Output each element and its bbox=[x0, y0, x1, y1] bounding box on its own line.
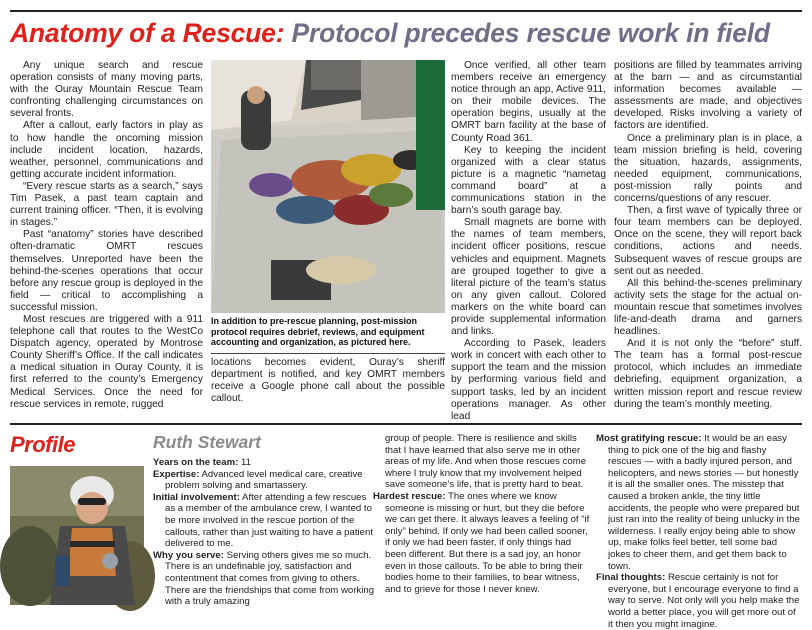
caption-divider bbox=[211, 353, 445, 354]
why-label: Why you serve: bbox=[153, 549, 224, 561]
expertise-label: Expertise: bbox=[153, 468, 200, 480]
top-rule bbox=[10, 10, 802, 12]
profile-column-3 bbox=[596, 433, 802, 630]
paragraph: “Every rescue starts as a search,” says Tim Pasek, a past team captain and current training officer. “Then, it is evolving in stages.” bbox=[10, 180, 203, 229]
paragraph: According to Pasek, leaders work in concert with each other to support the team and the mission by performing various field and support tasks, led by an incident operations manager. As other lead bbox=[451, 338, 606, 422]
profile-name: Ruth Stewart bbox=[153, 432, 261, 452]
paragraph: Key to keeping the incident organized with a clear status picture is a magnetic “nametag command board” at a communications station in the barn’s south garage bay. bbox=[451, 144, 606, 217]
article-photo bbox=[211, 60, 445, 313]
paragraph: After a callout, early factors in play as to how handle the oncoming mission include incident location, hazards, weather, personnel, communications and getting accurate incident information. bbox=[10, 120, 203, 180]
profile-why bbox=[153, 550, 379, 608]
paragraph: All this behind-the-scenes preliminary activity sets the stage for the actual on-mountain rescue that sometimes involves life-and-death drama and garners headlines. bbox=[614, 277, 802, 338]
article-column-2 bbox=[211, 357, 445, 405]
profile-years bbox=[153, 457, 379, 469]
expertise-value: Advanced level medical care, creative problem solving and smartassery. bbox=[165, 468, 363, 492]
avatar bbox=[10, 466, 144, 605]
gratifying-value: It would be an easy thing to pick one of the big and flashy rescues — with a badly injured person, and helicopters, and news stories — but honestly it is all the smaller ones. The misstep that caused a broken ankle, the tiny little accidents, the people who were prepared but just ran into the reality of being unlucky in the wilderness. I really enjoy being able to show up, make folks feel better, tell some bad jokes to cheer them, and get them back to town. bbox=[608, 433, 800, 572]
paragraph: Then, a first wave of typically three or four team members can be deployed. Once on the scene, they will report back conditions, actions and needs. Subsequent waves of rescue groups are sent out as needed. bbox=[614, 205, 802, 277]
profile-why-continued: group of people. There is resilience and skills that I have learned that also serve me in other areas of my life. And when those rescues come where I truly know that my involvement helped save someone’s life, that is pretty hard to beat. bbox=[385, 433, 587, 491]
profile-expertise bbox=[153, 469, 379, 492]
profile-column-2 bbox=[373, 433, 591, 595]
rescue-gear-photo bbox=[211, 60, 445, 313]
years-label: Years on the team: bbox=[153, 457, 239, 468]
paragraph: And it is not only the “before” stuff. The team has a formal post-rescue protocol, which includes an immediate debriefing, equipment organization, a written mission report and rescue review during the team’s monthly meeting. bbox=[614, 338, 802, 410]
article-headline bbox=[10, 16, 802, 50]
hardest-value: The ones where we know someone is missing or hurt, but they die before we can get there. It always leaves a feeling of “if only” behind. If only we had been called sooner, if only we had been faster, if only things had been different. But there is a sad joy, an honor even in those callouts. To be able to bring their bodies home to their families, to bear witness, and to grieve for those I never knew. bbox=[385, 490, 590, 595]
paragraph: locations becomes evident, Ouray’s sheriff department is notified, and key OMRT members receive a Google phone call about the possible callout. bbox=[211, 357, 445, 405]
article-column-3 bbox=[451, 60, 606, 423]
profile-gratifying bbox=[596, 433, 802, 572]
paragraph: Most rescues are triggered with a 911 telephone call that routes to the WestCo Dispatch agency, operated by Montrose County Sheriff’s Office. If the call indicates a medical situation in Ouray County, it is first referred to the county’s Emergency Medical Services. Once the need for rescue services in remote, rugged bbox=[10, 313, 203, 410]
paragraph: positions are filled by teammates arriving at the barn — and as circumstantial information becomes available — assessments are made, and objectives developed. Risks involving a variety of factors are identified. bbox=[614, 60, 802, 132]
why-value: Serving others gives me so much. There is an undefinable joy, satisfaction and contentment that comes from giving to others. There are the friendships that come from working with a truly amazing bbox=[165, 549, 375, 608]
final-value: Rescue certainly is not for everyone, but I encourage everyone to find a way to serve. Not only will you help make the world a better place, you will get more out of it then you might imagine. bbox=[608, 572, 800, 630]
involvement-label: Initial involvement: bbox=[153, 491, 240, 503]
gratifying-label: Most gratifying rescue: bbox=[596, 433, 702, 444]
ruth-stewart-portrait bbox=[10, 466, 144, 605]
headline-red: Anatomy of a Rescue: bbox=[10, 18, 285, 48]
section-rule bbox=[10, 423, 802, 425]
article-column-1 bbox=[10, 60, 203, 411]
paragraph: Small magnets are borne with the names of team members, incident officer positions, rescue vehicles and equipment. Magnets are grouped together to give a literal picture of the team’s status on any given callout. Colored markers on the white board can provide supplemental information and links. bbox=[451, 217, 606, 338]
profile-hardest bbox=[373, 491, 591, 595]
paragraph: Once verified, all other team members receive an emergency notice through an app, Active 911, on their mobile devices. The operation begins, usually at the OMRT barn facility at the base of County Road 361. bbox=[451, 60, 606, 144]
final-label: Final thoughts: bbox=[596, 572, 666, 584]
paragraph: Any unique search and rescue operation consists of many moving parts, with the Ouray Mountain Rescue Team confronting challenging circumstances on several fronts. bbox=[10, 60, 203, 120]
profile-title: Profile bbox=[10, 432, 75, 457]
hardest-label: Hardest rescue: bbox=[373, 490, 446, 502]
profile-column-1 bbox=[153, 457, 379, 608]
years-value: 11 bbox=[240, 457, 251, 468]
profile-final bbox=[596, 572, 802, 630]
profile-involvement bbox=[153, 492, 379, 550]
paragraph: Once a preliminary plan is in place, a team mission briefing is held, covering the situation, hazards, assignments, needed equipment, communications, post-mission rally points and concerns/questions of any rescuer. bbox=[614, 132, 802, 205]
headline-gray: Protocol precedes rescue work in field bbox=[291, 18, 770, 48]
article-column-4 bbox=[614, 60, 802, 411]
paragraph: Past “anatomy” stories have described often-dramatic OMRT rescues themselves. Unreported have been the behind-the-scenes operations that occur before any rescue group is deployed in the field — critical to accomplishing a successful mission. bbox=[10, 229, 203, 313]
involvement-value: After attending a few rescues as a member of the ambulance crew, I wanted to be more involved in the rescue portion of the callouts, rather than just waiting to have a patient delivered to me. bbox=[165, 491, 373, 550]
photo-caption: In addition to pre-rescue planning, post-mission protocol requires debrief, reviews, and equipment accounting and organization, as pictured here. bbox=[211, 316, 425, 348]
